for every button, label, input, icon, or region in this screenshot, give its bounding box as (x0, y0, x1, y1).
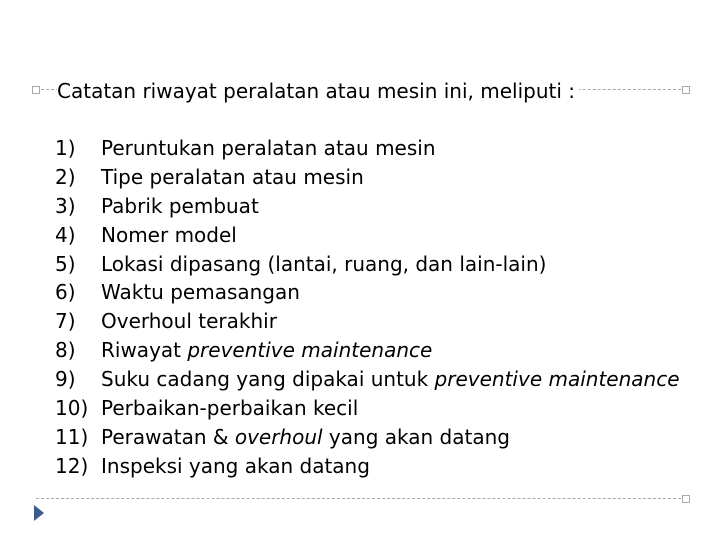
text-segment: Inspeksi yang akan datang (101, 453, 370, 478)
list-item-number: 1) (55, 136, 76, 160)
list-item-number: 7) (55, 309, 76, 334)
list-item-number: 8) (55, 338, 76, 363)
text-segment: Suku cadang yang dipakai untuk (101, 367, 435, 392)
list-item-text (101, 252, 546, 276)
list-item-number: 10) (55, 396, 89, 421)
list-item-text (101, 454, 370, 478)
list-item (55, 365, 680, 394)
bottom-divider-right-cap (682, 495, 690, 503)
list-item-number: 12) (55, 453, 89, 478)
list-item-text (101, 280, 300, 304)
italic-term: preventive maintenance (434, 367, 680, 392)
play-arrow-icon[interactable] (34, 505, 44, 521)
list-item-text (101, 367, 680, 391)
list-item (55, 336, 680, 365)
list-item (55, 192, 680, 221)
list-item (55, 423, 680, 452)
text-segment: Riwayat (101, 338, 188, 363)
list-item-number: 4) (55, 222, 76, 247)
list-item-number: 5) (55, 251, 76, 276)
list-item-text (101, 165, 364, 189)
italic-term: preventive maintenance (187, 338, 433, 363)
text-segment: Nomer model (101, 222, 237, 247)
text-segment: Perawatan & (101, 424, 235, 449)
list-item-number: 11) (55, 424, 89, 449)
list-item-number: 6) (55, 280, 76, 305)
list-item (55, 452, 680, 481)
list-item (55, 134, 680, 163)
list-item-number: 3) (55, 193, 76, 218)
list-item-text (101, 425, 510, 449)
italic-term: overhoul (234, 424, 323, 449)
bottom-divider (36, 498, 686, 499)
list-item-text (101, 223, 237, 247)
top-divider-right-cap (682, 86, 690, 94)
list-item-number: 9) (55, 367, 76, 392)
list-item (55, 394, 680, 423)
list-item-text (101, 396, 358, 420)
slide-title: Catatan riwayat peralatan atau mesin ini, meliputi : (57, 77, 579, 105)
list-item (55, 278, 680, 307)
text-segment: Waktu pemasangan (101, 280, 300, 305)
top-divider-left-cap (32, 86, 40, 94)
equipment-history-list (55, 134, 680, 481)
list-item (55, 307, 680, 336)
list-item (55, 221, 680, 250)
text-segment: Peruntukan peralatan atau mesin (101, 136, 436, 160)
list-item-number: 2) (55, 164, 76, 189)
list-item-text (101, 136, 436, 160)
list-item-text (101, 338, 432, 362)
text-segment: Perbaikan-perbaikan kecil (101, 396, 359, 421)
list-item (55, 250, 680, 279)
text-segment: yang akan datang (322, 424, 510, 449)
list-item (55, 163, 680, 192)
text-segment: Pabrik pembuat (101, 193, 259, 218)
list-item-text (101, 309, 277, 333)
list-item-text (101, 194, 259, 218)
text-segment: Lokasi dipasang (lantai, ruang, dan lain-lain) (101, 251, 547, 276)
text-segment: Overhoul terakhir (101, 309, 277, 334)
text-segment: Tipe peralatan atau mesin (101, 164, 364, 189)
